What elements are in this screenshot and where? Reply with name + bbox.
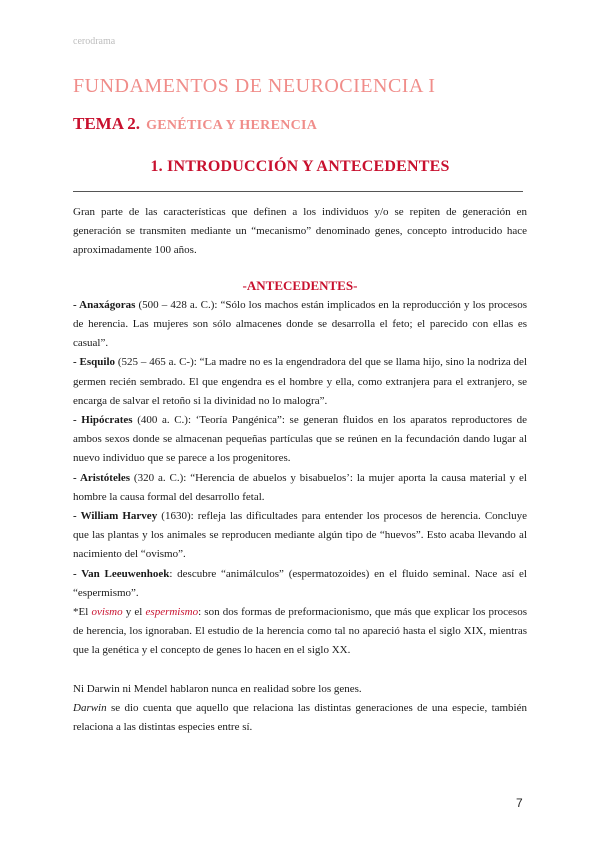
entry-name: Anaxágoras: [79, 298, 136, 311]
entry-text: (400 a. C.): ‘Teoría Pangénica”: se generan fluidos en los aparatos reproductores de ambos sexos donde se almacenan pequeñas partículas que se reúnen en la fecundación dando lugar al nuevo individuo que se parece a los progenitores.: [73, 414, 527, 465]
antecedentes-title: ANTECEDENTES: [246, 277, 354, 293]
entry-name: Hipócrates: [81, 414, 133, 427]
course-title: FUNDAMENTOS DE NEUROCIENCIA I: [73, 75, 436, 97]
entry-name: Aristóteles: [79, 471, 131, 484]
entry-dash: -: [73, 510, 81, 523]
entry-text: (320 a. C.): “Herencia de abuelos y bisabuelos’: la mujer aporta la causa material y el hombre la causa formal del desarrollo fetal.: [73, 471, 527, 503]
darwin-name: Darwin: [73, 701, 107, 714]
tema-label: TEMA 2.: [73, 114, 141, 133]
closing-paragraph-2: [73, 699, 527, 737]
page-number: 7: [516, 796, 523, 810]
term-ovismo: ovismo: [91, 606, 123, 619]
entry-dash: -: [73, 567, 82, 580]
entry-esquilo: [73, 353, 527, 411]
section-divider: [73, 191, 523, 192]
entry-dash: -: [73, 414, 82, 427]
entry-text: (525 – 465 a. C-): “La madre no es la engendradora del que se llama hijo, sino la nodriza del germen recién sembrado. El que engendra es el hombre y ella, como extranjera para el extranjero, se encarga de salvar el retoño si la divinidad no lo malogra”.: [73, 356, 527, 407]
antecedentes-heading: [73, 276, 527, 295]
entry-william-harvey: [73, 507, 527, 565]
paragraph-gap: [73, 661, 527, 680]
section-title: 1. INTRODUCCIÓN Y ANTECEDENTES: [150, 158, 450, 175]
footnote-rest: : son dos formas de preformacionismo, que más que explicar los procesos de herencia, los ignoraban. El estudio de la herencia como tal no apareció hasta el siglo XIX, mientras que la genética y el concepto de genes lo hacen en el siglo XX.: [73, 606, 527, 657]
entry-aristoteles: [73, 469, 527, 507]
closing-text: se dio cuenta que aquello que relaciona las distintas generaciones de una especie, también relaciona a las distintas especies entre sí.: [73, 701, 527, 734]
tema-heading: [73, 109, 317, 136]
entry-dash: -: [73, 298, 80, 311]
entry-name: Van Leeuwenhoek: [81, 567, 170, 580]
term-espermismo: espermismo: [145, 606, 199, 619]
entry-name: Esquilo: [79, 356, 115, 369]
antecedentes-dash-right: -: [353, 277, 358, 293]
entry-van-leeuwenhoek: [73, 565, 527, 603]
entry-dash: -: [73, 471, 80, 484]
document-body: [73, 203, 527, 737]
entry-anaxagoras: [73, 296, 527, 354]
entry-text: (1630): refleja las dificultades para entender los procesos de herencia. Concluye que las plantas y los animales se reproducen mediante algún tipo de “huevos”. Esto acaba llevando al nacimiento del “ovismo”.: [73, 510, 528, 561]
antecedentes-dash-left: -: [242, 277, 247, 293]
entry-name: William Harvey: [80, 510, 158, 523]
entry-text: : descubre “animálculos” (espermatozoides) en el fluido seminal. Nace así el “espermismo”.: [73, 567, 527, 599]
closing-paragraph-1: Ni Darwin ni Mendel hablaron nunca en realidad sobre los genes.: [73, 682, 362, 695]
entry-hipocrates: [73, 411, 527, 469]
footnote-prefix: *El: [73, 606, 92, 619]
entry-text: (500 – 428 a. C.): “Sólo los machos están implicados en la reproducción y los procesos de herencia. Las mujeres son sólo almacenes donde se desarrolla el feto; el parecido con ellas es casual”.: [73, 298, 527, 350]
watermark: cerodrama: [73, 36, 116, 47]
footnote-paragraph: [73, 603, 527, 661]
tema-subtitle: GENÉTICA Y HERENCIA: [146, 118, 318, 133]
footnote-middle: y el: [122, 606, 146, 619]
entry-dash: -: [73, 356, 80, 369]
intro-paragraph: Gran parte de las características que definen a los individuos y/o se repiten de generación en generación se transmiten mediante un “mecanismo” denominado genes, concepto introducido hace aproximadamente 100 años.: [73, 206, 527, 257]
